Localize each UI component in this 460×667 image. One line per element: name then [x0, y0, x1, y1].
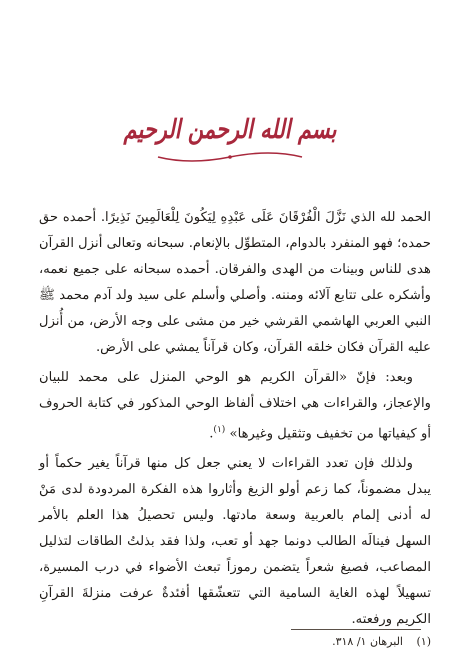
footnote-number: (١)	[416, 635, 431, 648]
body-text	[39, 205, 431, 633]
paragraph-wa-baad-text: وبعد: فإنّ «القرآن الكريم هو الوحي المنزل على محمد للبيان والإعجاز، والقراءات هي اختلاف ألفاظ الوحي المذكور في كتابة الحروف أو كيفياتها من تخفيف وتثقيل وغيرها»	[39, 370, 431, 442]
footnote-divider	[291, 629, 421, 630]
basmala-flourish-ornament	[150, 148, 310, 166]
basmala-text: بسم الله الرحمن الرحيم	[123, 112, 337, 145]
footnote-text: البرهان ١/ ٣١٨.	[332, 635, 403, 648]
footnote-marker[interactable]: (١)	[213, 425, 226, 435]
footnote	[39, 634, 431, 650]
paragraph-wa-baad: وبعد: فإنّ «القرآن الكريم هو الوحي المنزل على محمد للبيان والإعجاز، والقراءات هي اختلاف ألفاظ الوحي المذكور في كتابة الحروف أو كيفياتها من تخفيف وتثقيل وغيرها» $^{(١)}$.	[39, 370, 431, 442]
basmala-calligraphy	[0, 112, 460, 145]
paragraph-hamd: الحمد لله الذي نَزَّلَ الْفُرْقَانَ عَلَى عَبْدِهِ لِيَكُونَ لِلْعَالَمِينَ نَذِيرًا. أحمده حق حمده؛ فهو المنفرد بالدوام، المتطوِّل بالإنعام. سبحانه وتعالى أنزل القرآن هدى للناس وبينات من الهدى والفرقان. أحمده سبحانه على جميع نعمه، وأشكره على تتابع آلائه ومننه. وأصلي وأسلم على سيد ولد آدم محمد ﷺ النبي العربي الهاشمي القرشي خير من مشى على وجه الأرض، من أُنزل عليه القرآن فكان خلقه القرآن، وكان قرآناً يمشي على الأرض.	[39, 210, 431, 355]
paragraph-qiraat: ولذلك فإن تعدد القراءات لا يعني جعل كل منها قرآناً يغير حكماً أو يبدل مضموناً، كما زعم أولو الزيغ وأثاروا هذه الفكرة المردودة لدى مَنْ له أدنى إلمام بالعربية وسعة مادتها. وليس تحصيلُ هذا العلم بالأمر السهل فينالَه الطالب دونما جهد أو تعب، ولذا فقد بذلتُ الطاقات لتذليل المصاعب، فصيغ شعراً يتضمن رموزاً تبعث الأضواء في درب المسيرة، تسهيلاً لهذه الغاية السامية التي تتعشّقها أفئدةٌ عرفت منزلةَ القرآنِ الكريم ورفعته.	[39, 456, 431, 628]
